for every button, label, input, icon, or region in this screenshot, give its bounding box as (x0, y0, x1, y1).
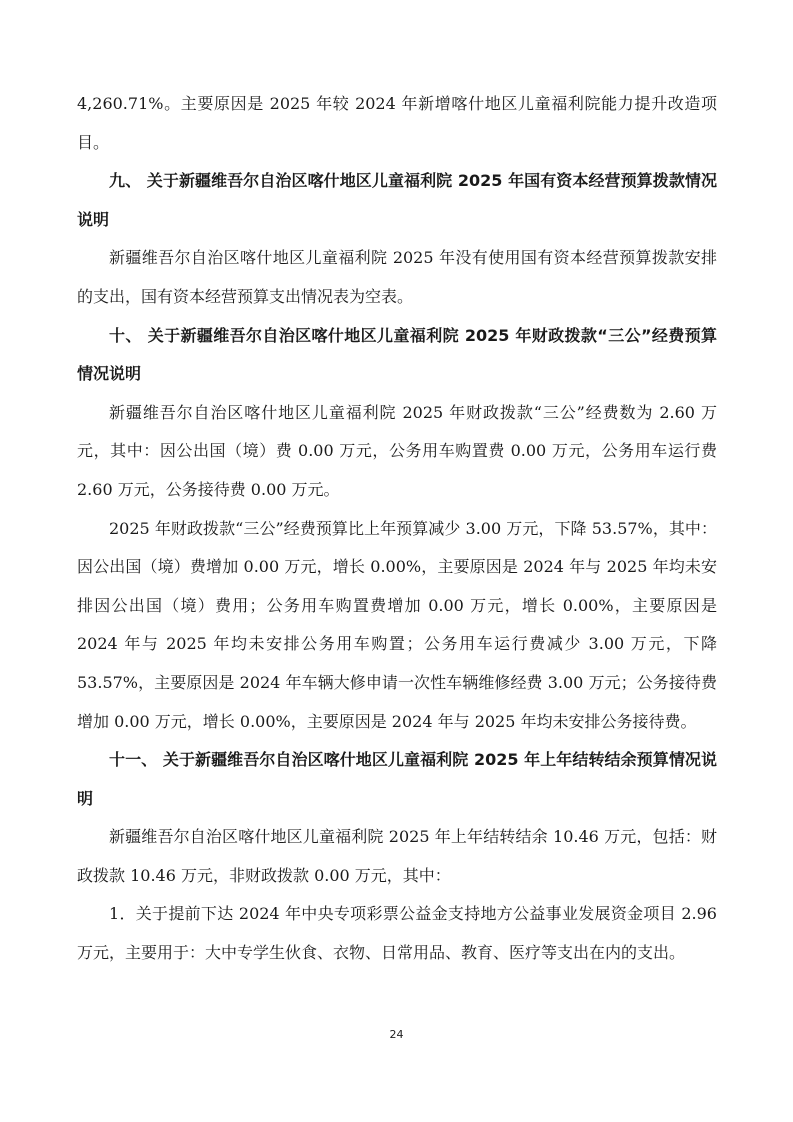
paragraph-state-capital: 新疆维吾尔自治区喀什地区儿童福利院 2025 年没有使用国有资本经营预算拨款安排的支出，国有资本经营预算支出情况表为空表。 (77, 248, 717, 306)
section-heading-11: 十一、 关于新疆维吾尔自治区喀什地区儿童福利院 2025 年上年结转结余预算情况说明 (77, 750, 717, 808)
document-body (77, 85, 717, 973)
section-heading-10: 十、 关于新疆维吾尔自治区喀什地区儿童福利院 2025 年财政拨款“三公”经费预算情况说明 (77, 325, 717, 384)
paragraph-continuation: 4,260.71%。主要原因是 2025 年较 2024 年新增喀什地区儿童福利院能力提升改造项目。 (77, 94, 717, 152)
page-number: 24 (389, 1028, 404, 1041)
paragraph-carryover: 新疆维吾尔自治区喀什地区儿童福利院 2025 年上年结转结余 10.46 万元，包括：财政拨款 10.46 万元，非财政拨款 0.00 万元，其中： (77, 827, 717, 885)
paragraph-carryover-item-1: 1．关于提前下达 2024 年中央专项彩票公益金支持地方公益事业发展资金项目 2.96 万元，主要用于：大中专学生伙食、衣物、日常用品、教育、医疗等支出在内的支出。 (77, 904, 717, 963)
section-heading-9: 九、 关于新疆维吾尔自治区喀什地区儿童福利院 2025 年国有资本经营预算拨款情况说明 (77, 171, 717, 229)
paragraph-three-public-expenses: 新疆维吾尔自治区喀什地区儿童福利院 2025 年财政拨款“三公”经费数为 2.60 万元，其中：因公出国（境）费 0.00 万元，公务用车购置费 0.00 万元，公务用车运行费 2.60 万元，公务接待费 0.00 万元。 (77, 402, 717, 499)
paragraph-three-public-comparison: 2025 年财政拨款“三公”经费预算比上年预算减少 3.00 万元，下降 53.57%，其中：因公出国（境）费增加 0.00 万元，增长 0.00%，主要原因是 2024 年与 2025 年均未安排因公出国（境）费用；公务用车购置费增加 0.00 万元，增长 0.00%，主要原因是 2024 年与 2025 年均未安排公务用车购置；公务用车运行费减少 3.00 万元，下降 53.57%，主要原因是 2024 年车辆大修申请一次性车辆维修经费 3.00 万元；公务接待费增加 0.00 万元，增长 0.00%，主要原因是 2024 年与 2025 年均未安排公务接待费。 (77, 518, 717, 731)
